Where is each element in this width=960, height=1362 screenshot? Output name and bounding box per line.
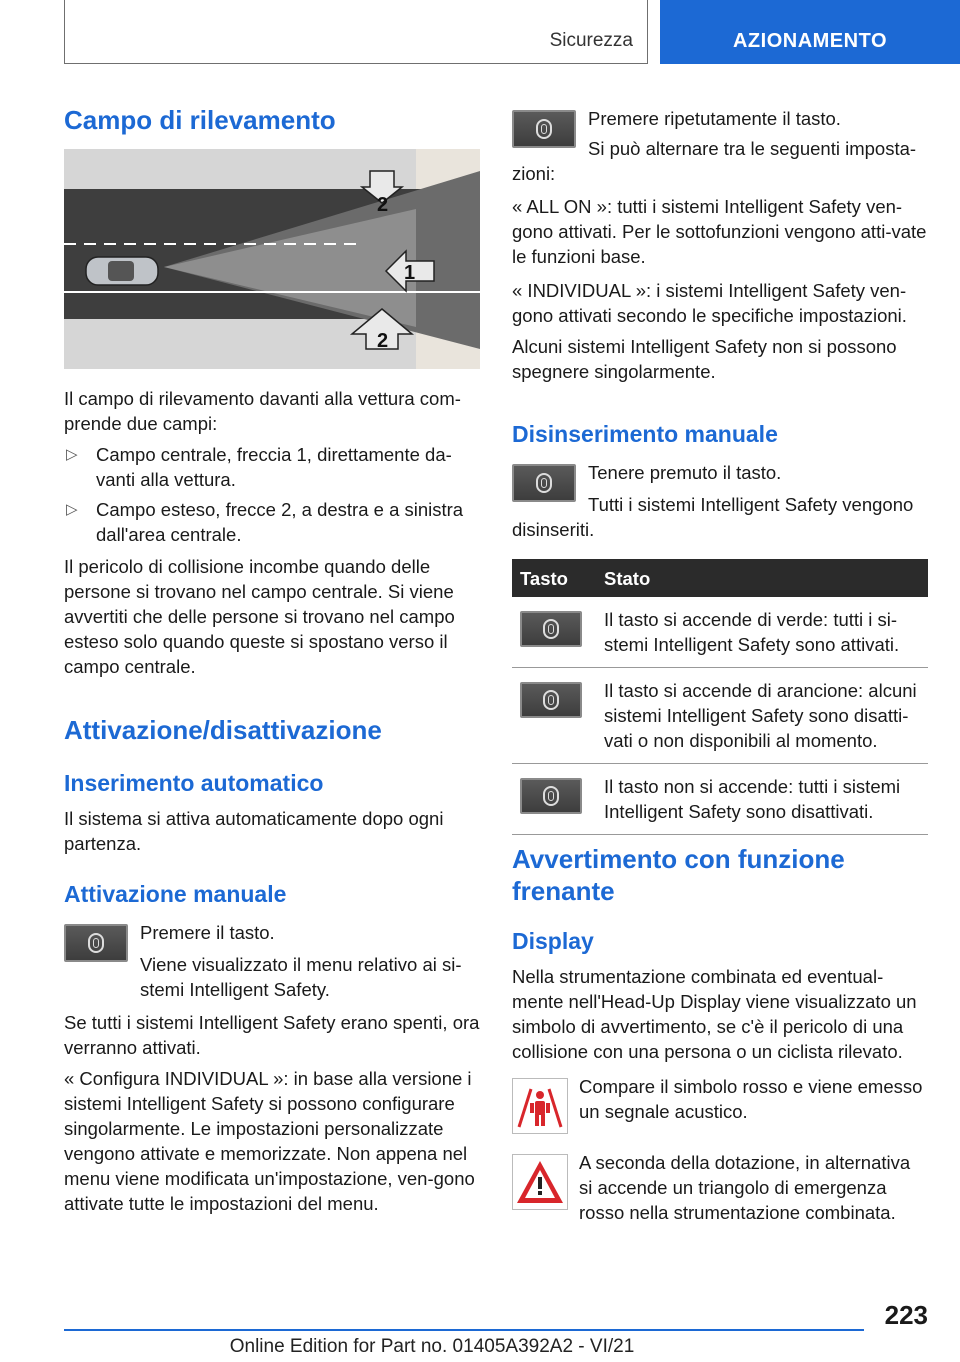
repeat-toggle-text: Si può alternare tra le seguenti imposta-zioni: [512, 138, 917, 184]
table-cell-state: Il tasto non si accende: tutti i sistemi Intelligent Safety sono disattivati. [596, 764, 928, 835]
header-chapter-tab[interactable] [660, 0, 960, 64]
warn-symbol-text: Compare il simbolo rosso e viene emesso un segnale acustico. [579, 1076, 923, 1122]
footer-edition: Online Edition for Part no. 01405A392A2 - VI/21 [229, 1336, 635, 1357]
danger-paragraph: Il pericolo di collisione incombe quando delle persone si trovano nel campo centrale. Si viene avvertiti che delle persone si trovano nel campo esteso solo quando queste si spostano verso il campo centrale. [64, 556, 455, 677]
manual-press: Premere il tasto. [140, 922, 275, 943]
warning-triangle-icon [512, 1154, 568, 1210]
table-cell-state: Il tasto si accende di verde: tutti i si-stemi Intelligent Safety sono attivati. [596, 597, 928, 668]
section-title-detection: Campo di rilevamento [64, 105, 336, 135]
not-off-text: Alcuni sistemi Intelligent Safety non si possono spegnere singolarmente. [512, 336, 897, 382]
button-state-table [512, 559, 928, 835]
button-green-icon [520, 611, 582, 647]
display-text: Nella strumentazione combinata ed eventual-mente nell'Head-Up Display viene visualizzato un simbolo di avvertimento, se c'è il pericolo di una collisione con una persona o un ciclista rilevato. [512, 966, 917, 1062]
header-chapter-label: AZIONAMENTO [732, 30, 887, 52]
figure-label-2-top: 2 [377, 194, 389, 216]
deactivate-hold: Tenere premuto il tasto. [588, 462, 782, 483]
button-off-icon [520, 778, 582, 814]
detection-intro: Il campo di rilevamento davanti alla vettura com-prende due campi: [64, 388, 461, 434]
section-title-warning: Avvertimento con funzione frenante [512, 844, 845, 906]
subsection-display: Display [512, 928, 594, 954]
table-header-key: Tasto [512, 559, 596, 597]
individual-text: « INDIVIDUAL »: i sistemi Intelligent Safety ven-gono attivati secondo le specifiche impostazioni. [512, 280, 907, 326]
bullet-marker: ▷ [66, 446, 78, 463]
figure-label-2-bottom: 2 [377, 330, 389, 352]
detection-area-figure [64, 149, 480, 369]
bullet-central-field [64, 442, 480, 492]
auto-text: Il sistema si attiva automaticamente dopo ogni partenza. [64, 808, 444, 854]
table-row [512, 764, 928, 835]
manual-configure-individual: « Configura INDIVIDUAL »: in base alla versione i sistemi Intelligent Safety si possono configurare singolarmente. Le impostazioni personalizzate vengono attivate e memorizzate. Non appena nel menu viene modificata un'impostazione, ven-gono attivate tutte le impostazioni del menu. [64, 1068, 475, 1214]
bullet-extended-text: Campo esteso, frecce 2, a destra e a sinistra dall'area centrale. [96, 499, 464, 545]
section-title-activation: Attivazione/disattivazione [64, 715, 382, 745]
header-section-tab [64, 0, 648, 64]
subsection-auto: Inserimento automatico [64, 770, 324, 796]
header-section-label: Sicurezza [549, 30, 633, 51]
button-orange-icon [520, 682, 582, 718]
bullet-extended-field [64, 497, 480, 547]
pedestrian-warning-icon [512, 1078, 568, 1134]
table-row [512, 668, 928, 764]
footer-rule [64, 1329, 864, 1331]
table-header-state: Stato [596, 559, 928, 597]
bullet-marker: ▷ [66, 501, 78, 518]
subsection-manual: Attivazione manuale [64, 881, 287, 907]
repeat-press: Premere ripetutamente il tasto. [588, 108, 841, 129]
manual-menu-text: Viene visualizzato il menu relativo ai si-stemi Intelligent Safety. [140, 954, 462, 1000]
warn-triangle-text: A seconda della dotazione, in alternativa si accende un triangolo di emergenza rosso nella strumentazione combinata. [579, 1152, 911, 1223]
table-row [512, 597, 928, 668]
manual-all-off: Se tutti i sistemi Intelligent Safety erano spenti, ora verranno attivati. [64, 1012, 480, 1058]
table-cell-state: Il tasto si accende di arancione: alcuni sistemi Intelligent Safety sono disatti-vati o non disponibili al momento. [596, 668, 928, 764]
deactivate-result: Tutti i sistemi Intelligent Safety vengono disinseriti. [512, 494, 914, 540]
table-header-row [512, 559, 928, 597]
page-number: 223 [884, 1300, 928, 1330]
bullet-central-text: Campo centrale, freccia 1, direttamente da-vanti alla vettura. [96, 444, 452, 490]
detection-diagram [64, 149, 480, 369]
subsection-deactivate: Disinserimento manuale [512, 421, 778, 447]
figure-label-1: 1 [404, 262, 416, 284]
all-on-text: « ALL ON »: tutti i sistemi Intelligent Safety ven-gono attivati. Per le sottofunzioni vengono atti-vate le funzioni base. [512, 196, 927, 267]
safety-button-icon [64, 924, 128, 962]
